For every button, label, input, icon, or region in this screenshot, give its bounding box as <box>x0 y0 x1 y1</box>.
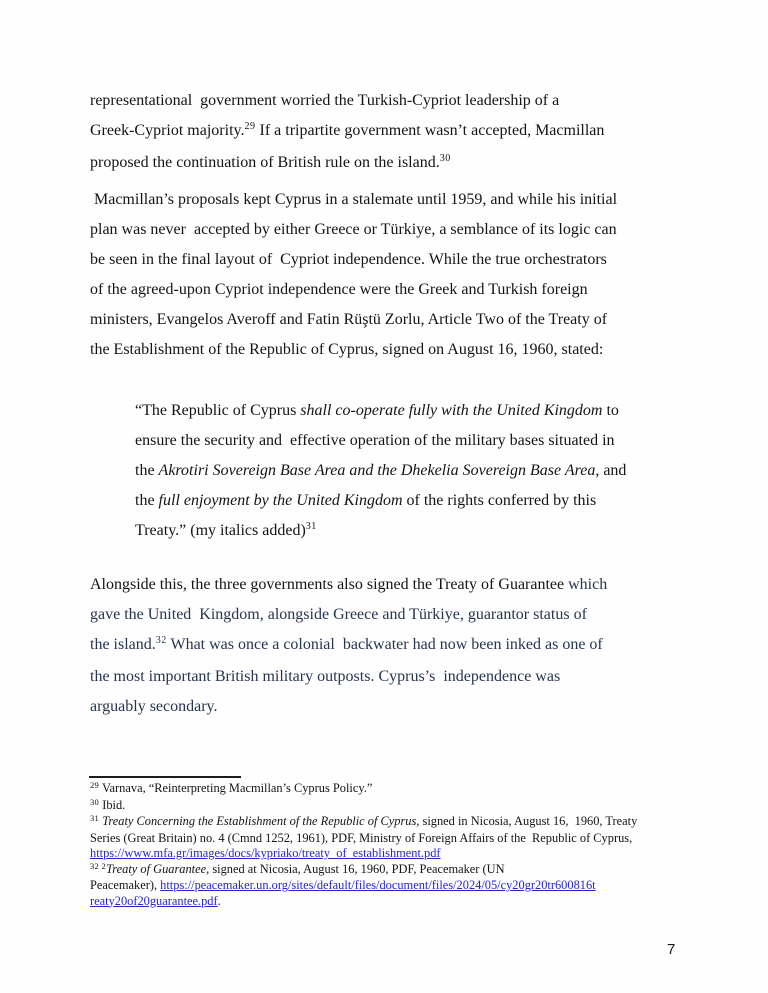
text-run: 29 <box>244 121 256 132</box>
text-run: the island. <box>90 636 156 653</box>
text-run: 32 <box>155 635 167 646</box>
text-run: full enjoyment by the United Kingdom <box>158 492 403 509</box>
text-line <box>90 878 637 894</box>
text-run: representational government worried the Turkish-Cypriot leadership of a <box>90 92 560 109</box>
text-line <box>90 662 607 692</box>
text-run: arguably secondary. <box>90 698 218 715</box>
text-run: of the agreed-upon Cypriot independence were the Greek and Turkish foreign <box>90 281 588 298</box>
text-run: be seen in the final layout of Cypriot independence. While the true orchestrators <box>90 251 607 268</box>
text-run: Macmillan’s proposals kept Cyprus in a stalemate until 1959, and while his initial <box>90 191 618 208</box>
text-line <box>90 846 637 862</box>
text-run: the most important British military outposts. Cyprus’s independence was <box>90 668 561 685</box>
text-line <box>135 516 626 548</box>
footnote-32 <box>90 862 637 910</box>
text-line <box>90 86 604 116</box>
text-run: Greek-Cypriot majority. <box>90 122 245 139</box>
footnote-url-link[interactable]: https://www.mfa.gr/images/docs/kypriako/treaty_of_establishment.pdf <box>90 846 441 860</box>
text-line <box>90 781 637 798</box>
paragraph-treaty-of-guarantee <box>90 570 607 722</box>
page-number: 7 <box>667 941 676 958</box>
text-line <box>90 894 637 910</box>
text-run: the <box>135 462 159 479</box>
block-quote-treaty-article-two <box>135 396 626 548</box>
text-run: 30 <box>90 796 100 807</box>
text-run: Peacemaker), <box>90 878 161 892</box>
text-line <box>90 305 617 335</box>
text-run: ministers, Evangelos Averoff and Fatin Rüştü Zorlu, Article Two of the Treaty of <box>90 311 608 328</box>
text-line <box>90 814 637 831</box>
text-run: Treaty Concerning the Establishment of the Republic of Cyprus <box>102 814 417 828</box>
footnote-30 <box>90 798 637 815</box>
text-run: 29 <box>90 780 100 790</box>
text-line <box>135 456 626 486</box>
text-line <box>90 335 617 365</box>
text-run: If a tripartite government wasn’t accepted, Macmillan <box>255 122 605 139</box>
footnote-url-link[interactable]: reaty20of20guarantee.pdf <box>90 893 218 908</box>
paragraph-stalemate <box>90 185 617 365</box>
text-run: 32 2 <box>90 860 107 871</box>
footnote-31 <box>90 814 637 862</box>
text-run: ensure the security and effective operation of the military bases situated in <box>135 432 615 449</box>
text-run: of the rights conferred by this <box>402 492 597 509</box>
text-line <box>90 116 604 148</box>
text-run: , signed at Nicosia, August 16, 1960, PDF, Peacemaker (UN <box>206 861 505 876</box>
text-line <box>135 486 626 516</box>
text-line <box>90 245 617 275</box>
text-run: which <box>568 576 608 593</box>
text-line <box>90 630 607 662</box>
text-run: , signed in Nicosia, August 16, 1960, Treaty <box>416 814 638 828</box>
footnote-separator <box>89 776 241 778</box>
text-run: Treaty of Guarantee <box>106 861 207 876</box>
text-run: . <box>217 893 221 908</box>
text-line <box>90 831 637 847</box>
text-run: , and <box>595 462 627 479</box>
text-run: Varnava, “Reinterpreting Macmillan’s Cyprus Policy.” <box>99 781 373 795</box>
text-run: 31 <box>90 813 100 823</box>
text-line <box>90 862 637 879</box>
text-run: gave the United Kingdom, alongside Greece and Türkiye, guarantor status of <box>90 606 587 623</box>
text-run: the Establishment of the Republic of Cyprus, signed on August 16, 1960, stated: <box>90 341 604 358</box>
text-run: the <box>135 492 159 509</box>
footnote-29 <box>90 781 637 798</box>
text-line <box>90 692 607 722</box>
text-run: shall co-operate fully with the United Kingdom <box>300 402 603 419</box>
text-run: to <box>602 402 619 419</box>
text-run: 31 <box>305 521 317 532</box>
text-run: plan was never accepted by either Greece or Türkiye, a semblance of its logic can <box>90 221 617 238</box>
text-run: Treaty.” (my italics added) <box>135 522 306 539</box>
footnote-url-link[interactable]: https://peacemaker.un.org/sites/default/files/document/files/2024/05/cy20gr20tr600816t <box>160 878 596 892</box>
text-line <box>90 570 607 600</box>
text-run: proposed the continuation of British rule on the island. <box>90 154 440 171</box>
text-line <box>90 600 607 630</box>
text-run: 30 <box>439 153 451 164</box>
text-line <box>90 185 617 215</box>
text-run: Ibid. <box>99 797 126 812</box>
text-run: Series (Great Britain) no. 4 (Cmnd 1252, 1961), PDF, Ministry of Foreign Affairs of the Republic of Cyprus, <box>90 830 633 845</box>
text-run: Alongside this, the three governments also signed the Treaty of Guarantee <box>90 576 569 593</box>
text-line <box>90 148 604 180</box>
footnotes-section <box>90 781 637 909</box>
text-line <box>90 275 617 305</box>
text-run: What was once a colonial backwater had now been inked as one of <box>166 636 603 653</box>
text-line <box>135 426 626 456</box>
text-run: Akrotiri Sovereign Base Area and the Dhekelia Sovereign Base Area <box>158 462 596 479</box>
text-line <box>90 215 617 245</box>
text-line <box>90 798 637 815</box>
paragraph-macmillan-proposal <box>90 86 604 180</box>
text-line <box>135 396 626 426</box>
text-run: “The Republic of Cyprus <box>135 402 301 419</box>
